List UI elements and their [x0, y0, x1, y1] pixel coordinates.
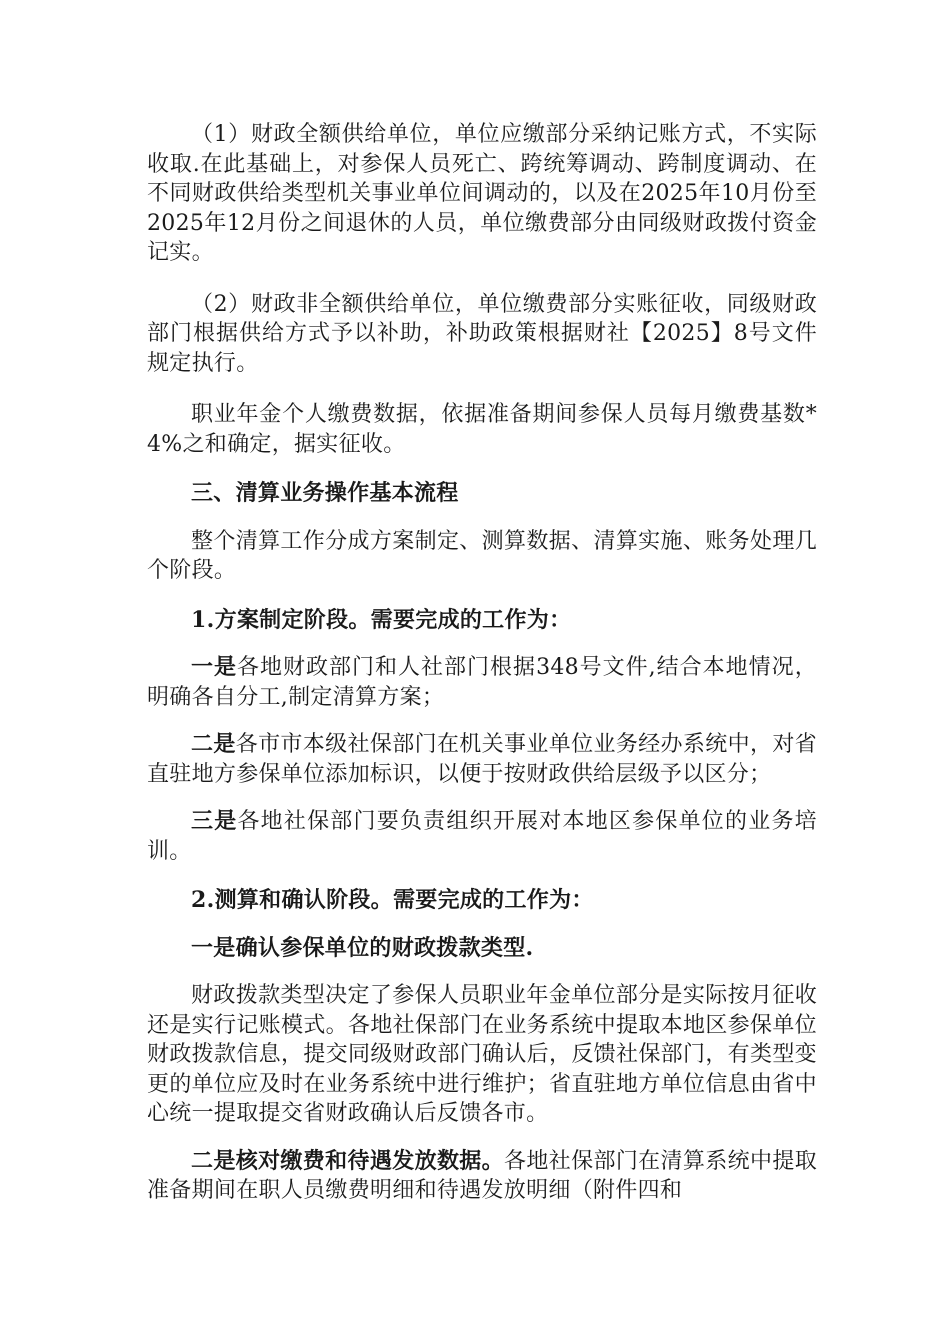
plan-item-2 [147, 730, 817, 789]
paragraph-stages-overview: 整个清算工作分成方案制定、测算数据、清算实施、账务处理几个阶段。 [147, 528, 817, 583]
paragraph-full-funded-units: （1）财政全额供给单位，单位应缴部分采纳记账方式，不实际收取.在此基础上，对参保人员死亡、跨统筹调动、跨制度调动、在不同财政供给类型机关事业单位间调动的，以及在2025年10月份至2025年12月份之间退休的人员，单位缴费部分由同级财政拨付资金记实。 [147, 122, 817, 265]
calc-item-1-heading: 一是确认参保单位的财政拨款类型. [191, 934, 534, 961]
item-lead: 一是 [191, 654, 238, 680]
plan-item-3 [147, 807, 817, 866]
calc-item-2 [147, 1147, 817, 1206]
paragraph-personal-contribution: 职业年金个人缴费数据，依据准备期间参保人员每月缴费基数*4%之和确定，据实征收。 [147, 402, 817, 457]
item-lead: 二是 [191, 731, 236, 757]
section-heading-3: 三、清算业务操作基本流程 [191, 480, 459, 506]
subsection-heading-plan-stage: 1.方案制定阶段。需要完成的工作为： [191, 606, 572, 633]
item-text: 各地社保部门要负责组织开展对本地区参保单位的业务培训。 [147, 809, 817, 864]
item-lead: 二是核对缴费和待遇发放数据。 [191, 1147, 505, 1174]
item-text: 各市市本级社保部门在机关事业单位业务经办系统中，对省直驻地方参保单位添加标识，以便于按财政供给层级予以区分； [147, 732, 817, 787]
item-text: 各地财政部门和人社部门根据348号文件,结合本地情况，明确各自分工,制定清算方案； [147, 655, 817, 710]
item-lead: 三是 [191, 808, 238, 834]
paragraph-non-full-funded-units: （2）财政非全额供给单位，单位缴费部分实账征收，同级财政部门根据供给方式予以补助，补助政策根据财社【2025】8号文件规定执行。 [147, 291, 817, 376]
item-text: 各地社保部门在清算系统中提取准备期间在职人员缴费明细和待遇发放明细（附件四和 [147, 1148, 817, 1203]
paragraph-funding-type: 财政拨款类型决定了参保人员职业年金单位部分是实际按月征收还是实行记账模式。各地社保部门在业务系统中提取本地区参保单位财政拨款信息，提交同级财政部门确认后，反馈社保部门，有类型变更的单位应及时在业务系统中进行维护；省直驻地方单位信息由省中心统一提取提交省财政确认后反馈各市。 [147, 983, 817, 1126]
document-body [147, 120, 817, 1206]
subsection-heading-calc-stage: 2.测算和确认阶段。需要完成的工作为： [191, 887, 594, 913]
plan-item-1 [147, 653, 817, 712]
